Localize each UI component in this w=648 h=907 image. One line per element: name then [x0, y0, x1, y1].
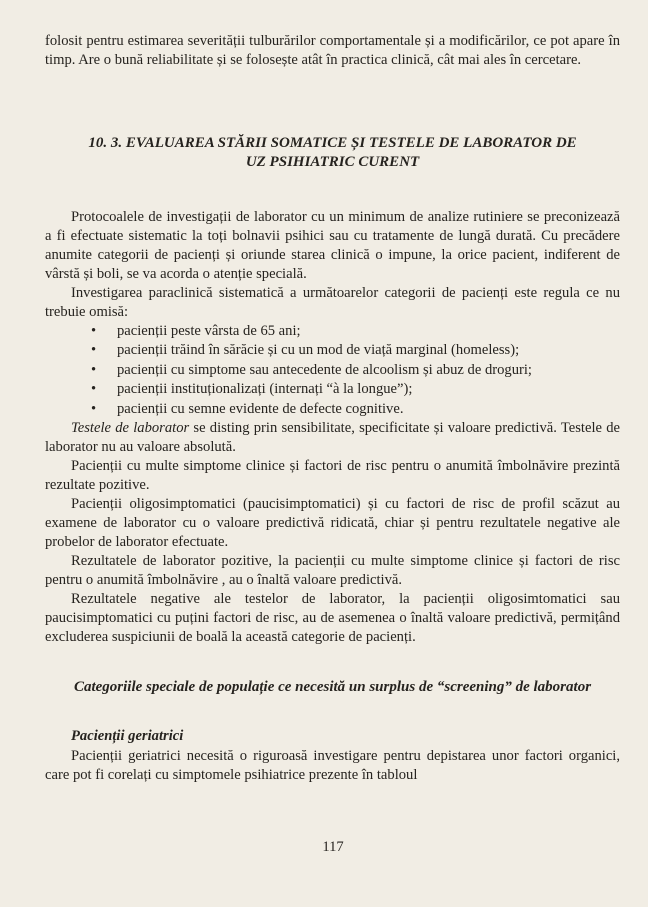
paragraph-negative-value: Rezultatele negative ale testelor de laborator, la pacienții oligosimtomatici sau paucisimptomatici cu puțini factori de risc, au de asemenea o înaltă valoare predictivă, permițând excluderea suspiciunii de boală la această categorie de pacienți. [45, 591, 620, 646]
list-item: • pacienții trăind în sărăcie și cu un mod de viață marginal (homeless); [117, 341, 620, 361]
tests-lead-italic: Testele de laborator [71, 420, 190, 437]
paragraph-protocols: Protocoalele de investigații de laborator cu un minimum de analize rutiniere se preconizează a fi efectuate sistematic la toți bolnavii psihici sau cu tratamente de lungă durată. Cu precădere anumite categorii de pacienți și oriunde starea clinică o impune, la orice pacient, indiferent de vârstă și boli, se va acorda o atenție specială. [45, 208, 620, 282]
list-item: • pacienții cu simptome sau antecedente de alcoolism și abuz de droguri; [117, 361, 620, 381]
geriatric-subheading: Pacienții geriatrici [71, 727, 184, 744]
paragraph-positive-results: Pacienții cu multe simptome clinice și factori de risc pentru o anumită îmbolnăvire prezintă rezultate pozitive. [45, 458, 620, 494]
paragraph-investigation: Investigarea paraclinică sistematică a următoarelor categorii de pacienți este regula ce nu trebuie omisă: [45, 284, 620, 320]
list-item: • pacienții cu semne evidente de defecte cognitive. [117, 400, 620, 420]
intro-paragraph: folosit pentru estimarea severității tulburărilor comportamentale și a modificărilor, ce pot apare în timp. Are o bună reliabilitate și se folosește atât în practica clinică, cât mai ales în cercetare. [45, 33, 620, 68]
list-item: • pacienții peste vârsta de 65 ani; [117, 322, 620, 342]
page-number: 117 [322, 839, 344, 855]
section-heading: 10. 3. EVALUAREA STĂRII SOMATICE ȘI TESTELE DE LABORATOR DE UZ PSIHIATRIC CURENT [88, 134, 577, 171]
paragraph-oligosymptomatic: Pacienții oligosimptomatici (paucisimptomatici) și cu factori de risc de profil scăzut au examene de laborator cu o valoare predictivă ridicată, chiar și pentru rezultatele negative ale probelor de laborator efectuate. [45, 496, 620, 551]
tests-rest: se disting prin sensibilitate, specificitate și valoare predictivă. Testele de laborator nu au valoare absolută. [45, 420, 620, 456]
patient-category-list [45, 322, 620, 420]
paragraph-geriatric: Pacienții geriatrici necesită o riguroasă investigare pentru depistarea unor factori organici, care pot fi corelați cu simptomele psihiatrice prezente în tabloul [45, 747, 620, 783]
special-categories-heading: Categoriile speciale de populație ce necesită un surplus de “screening” de laborator [73, 679, 592, 696]
paragraph-positive-value: Rezultatele de laborator pozitive, la pacienții cu multe simptome clinice și factori de risc pentru o anumită îmbolnăvire , au o înaltă valoare predictivă. [45, 553, 620, 589]
list-item: • pacienții instituționalizați (internați “à la longue”); [117, 380, 620, 400]
paragraph-tests [45, 419, 620, 457]
